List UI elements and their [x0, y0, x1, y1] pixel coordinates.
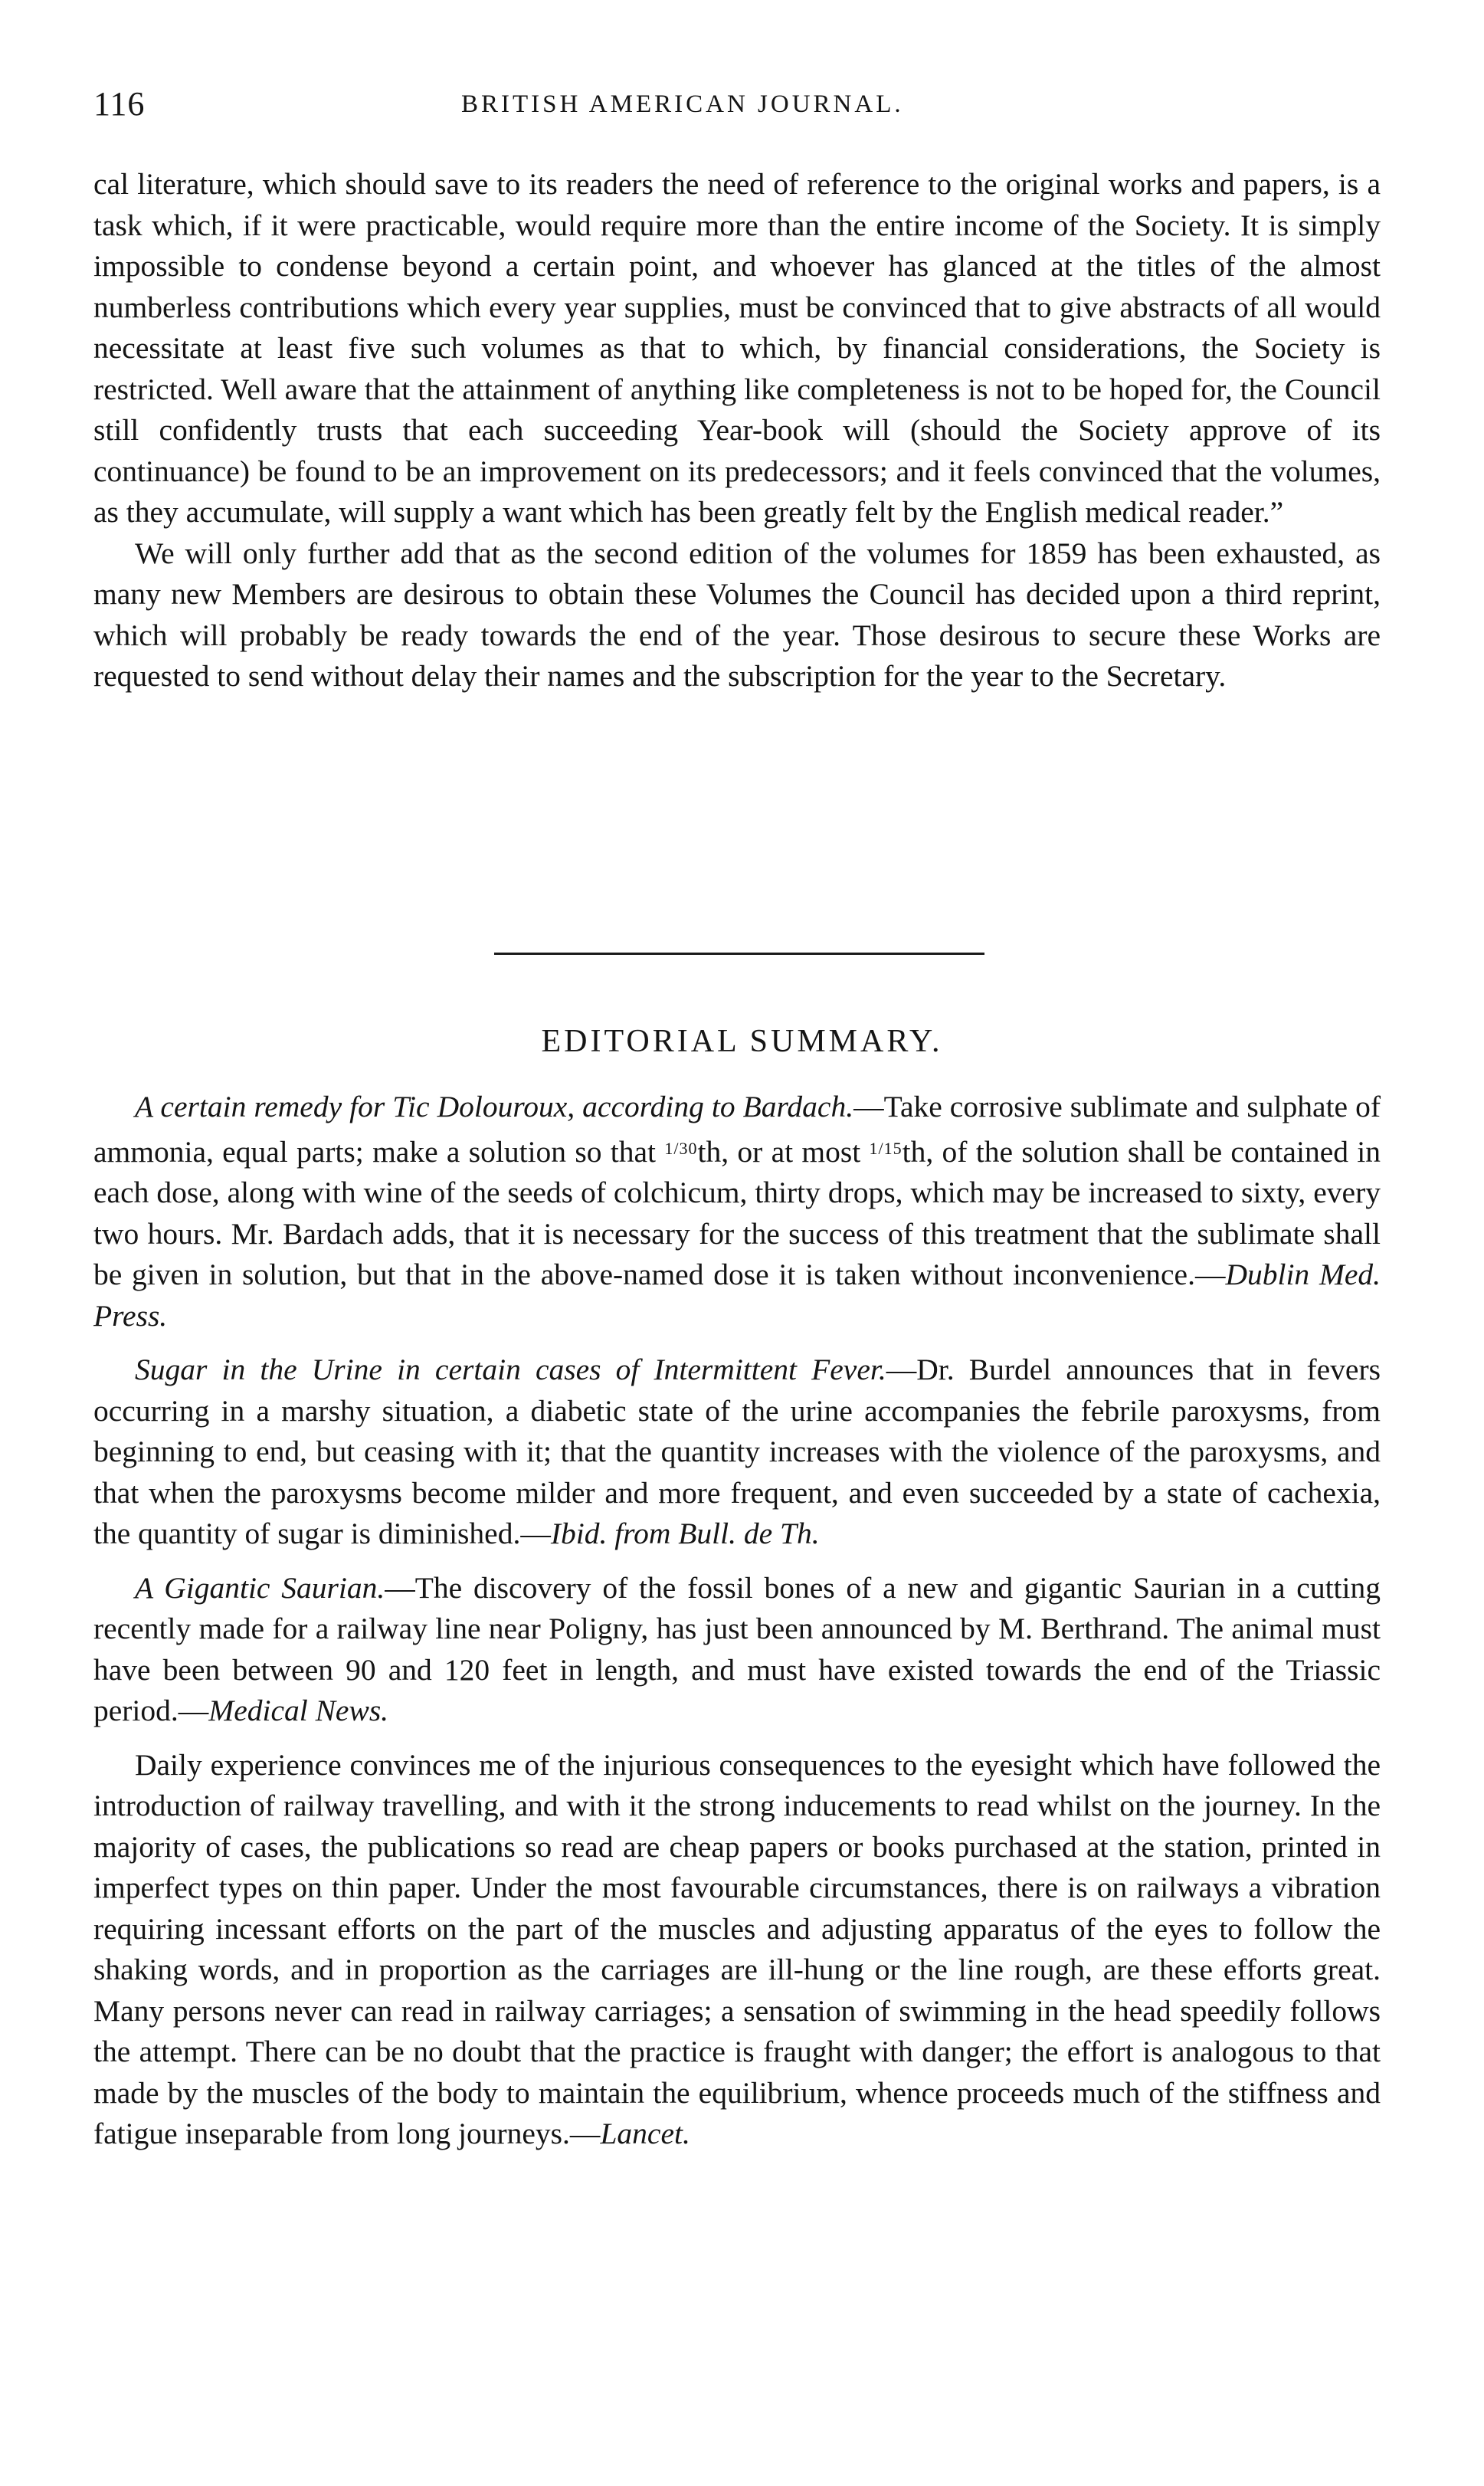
- item-source: Ibid. from Bull. de Th.: [550, 1517, 820, 1550]
- item-source: Lancet.: [600, 2117, 690, 2150]
- item-heading: Sugar in the Urine in certain cases of Intermittent Fever.: [135, 1353, 886, 1386]
- fraction: 1/30: [664, 1138, 698, 1158]
- item-gigantic-saurian: [93, 1568, 1381, 1732]
- page-number: 116: [93, 85, 146, 123]
- item-source: Medical News.: [208, 1694, 389, 1727]
- continuation-text: [93, 164, 1381, 697]
- section-divider: [494, 953, 984, 955]
- page-header: [93, 84, 1381, 130]
- item-body: th, or at most: [697, 1134, 861, 1169]
- continuation-paragraph: We will only further add that as the second edition of the volumes for 1859 has been exhausted, as many new Members are desirous to obtain these Volumes the Council has decided upon a third reprint, which will probably be ready towards the end of the year. Those desirous to secure these Works are requested to send without delay their names and the subscription for the year to the Secretary.: [93, 536, 1381, 693]
- item-body: —Dr. Burdel announces that in fevers occurring in a marshy situation, a diabetic state of the urine accompanies the febrile paroxysms, from beginning to end, but ceasing with it; that the quantity increases with the violence of the paroxysms, and that when the paroxysms become milder and more frequent, and even succeeded by a state of cachexia, the quantity of sugar is diminished.—: [93, 1353, 1381, 1550]
- running-title: BRITISH AMERICAN JOURNAL.: [461, 90, 904, 118]
- item-body: —The discovery of the fossil bones of a new and gigantic Saurian in a cutting recently made for a railway line near Poligny, has just been announced by M. Berthrand. The animal must have been between 90 and 120 feet in length, and must have existed towards the end of the Triassic period.—: [93, 1570, 1381, 1727]
- item-body: —Take corrosive sublimate and sulphate of ammonia, equal parts; make a solution so that: [93, 1090, 1381, 1169]
- item-railway-reading: [93, 1745, 1381, 2155]
- item-heading: A Gigantic Saurian.: [135, 1570, 385, 1605]
- item-tic-dolouroux: [93, 1087, 1381, 1336]
- editorial-summary-body: [93, 1087, 1381, 2155]
- item-heading: A certain remedy for Tic Dolouroux, according to Bardach.: [135, 1090, 854, 1123]
- continuation-paragraph: cal literature, which should save to its readers the need of reference to the original works and papers, is a task which, if it were practicable, would require more than the entire income of the Society. It is simply impossible to condense beyond a certain point, and whoever has glanced at the titles of the almost numberless contributions which every year supplies, must be convinced that to give abstracts of all would necessitate at least five such volumes as that to which, by financial considerations, the Society is restricted. Well aware that the attainment of anything like completeness is not to be hoped for, the Council still confidently trusts that each succeeding Year-book will (should the Society approve of its continuance) be found to be an improvement on its predecessors; and it feels convinced that the volumes, as they accumulate, will supply a want which has been greatly felt by the English medical reader.”: [93, 167, 1381, 529]
- item-source: Dublin Med. Press.: [93, 1258, 1381, 1333]
- item-body: th, of the solution shall be contained in each dose, along with wine of the seeds of colchicum, thirty drops, which may be increased to sixty, every two hours. Mr. Bardach adds, that it is necessary for the success of this treatment that the sublimate shall be given in solution, but that in the above-named dose it is taken without inconvenience.—: [93, 1134, 1381, 1291]
- section-title: EDITORIAL SUMMARY.: [541, 1024, 943, 1059]
- item-sugar-urine: [93, 1350, 1381, 1555]
- fraction: 1/15: [869, 1138, 903, 1158]
- item-body: Daily experience convinces me of the injurious consequences to the eyesight which have followed the introduction of railway travelling, and with it the strong inducements to read whilst on the journey. In the majority of cases, the publications so read are cheap papers or books purchased at the station, printed in imperfect types on thin paper. Under the most favourable circumstances, there is on railways a vibration requiring incessant efforts on the part of the muscles and adjusting apparatus of the eyes to follow the shaking words, and in proportion as the carriages are ill-hung or the line rough, are these efforts great. Many persons never can read in railway carriages; a sensation of swimming in the head speedily follows the attempt. There can be no doubt that the practice is fraught with danger; the effort is analogous to that made by the muscles of the body to maintain the equilibrium, whence proceeds much of the stiffness and fatigue inseparable from long journeys.—: [93, 1747, 1381, 2150]
